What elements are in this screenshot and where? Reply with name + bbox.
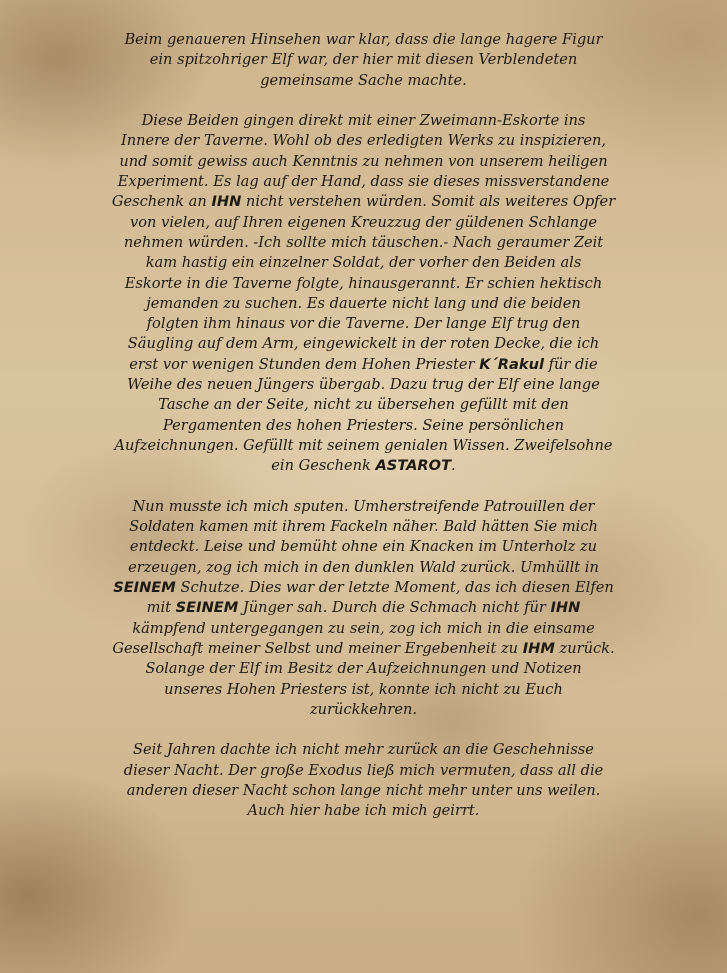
letter-body xyxy=(0,30,727,842)
text-line: Tasche an der Seite, nicht zu übersehen gefüllt mit den xyxy=(158,396,569,414)
text-line: folgten ihm hinaus vor die Taverne. Der lange Elf trug den xyxy=(146,315,581,333)
text-line: Säugling auf dem Arm, eingewickelt in der roten Decke, die ich xyxy=(127,335,600,353)
emphasized-word: K´Rakul xyxy=(479,355,544,373)
text-line: kam hastig ein einzelner Soldat, der vorher den Beiden als xyxy=(145,254,582,272)
text-line: Geschenk an IHN nicht verstehen würden. Somit als weiteres Opfer xyxy=(111,193,616,211)
text-line: Eskorte in die Taverne folgte, hinausgerannt. Er schien hektisch xyxy=(124,274,603,292)
text-line: Gesellschaft meiner Selbst und meiner Ergebenheit zu IHM zurück. xyxy=(112,639,615,657)
text-line: Experiment. Es lag auf der Hand, dass sie dieses missverstandene xyxy=(117,173,610,191)
emphasized-word: IHN xyxy=(211,193,242,211)
paragraph-2 xyxy=(0,111,727,476)
text-line: Soldaten kamen mit ihrem Fackeln näher. Bald hätten Sie mich xyxy=(129,518,598,536)
text-line: SEINEM Schutze. Dies war der letzte Moment, das ich diesen Elfen xyxy=(113,579,614,597)
text-line: Pergamenten des hohen Priesters. Seine persönlichen xyxy=(163,416,564,434)
paragraph-4 xyxy=(0,740,727,821)
text-line: Beim genaueren Hinsehen war klar, dass die lange hagere Figur xyxy=(124,31,603,48)
text-line: unseres Hohen Priesters ist, konnte ich nicht zu Euch xyxy=(164,680,563,698)
text-line: zurückkehren. xyxy=(309,700,417,718)
text-line: erzeugen, zog ich mich in den dunklen Wald zurück. Umhüllt in xyxy=(128,558,599,576)
text-line: erst vor wenigen Stunden dem Hohen Priester K´Rakul für die xyxy=(129,355,598,373)
emphasized-word: ASTAROT xyxy=(375,457,452,475)
text-line: dieser Nacht. Der große Exodus ließ mich vermuten, dass all die xyxy=(123,761,604,779)
text-line: jemanden zu suchen. Es dauerte nicht lang und die beiden xyxy=(146,294,581,312)
text-line: Diese Beiden gingen direkt mit einer Zweimann-Eskorte ins xyxy=(141,112,586,130)
text-line: anderen dieser Nacht schon lange nicht mehr unter uns weilen. xyxy=(126,781,601,799)
text-line: Seit Jahren dachte ich nicht mehr zurück an die Geschehnisse xyxy=(133,741,594,759)
text-line: Aufzeichnungen. Gefüllt mit seinem genialen Wissen. Zweifelsohne xyxy=(114,436,613,454)
text-line: nehmen würden. -Ich sollte mich täuschen.- Nach geraumer Zeit xyxy=(123,233,604,251)
text-line: mit SEINEM Jünger sah. Durch die Schmach nicht für IHN xyxy=(146,599,581,617)
paragraph-3 xyxy=(0,497,727,720)
text-line: Solange der Elf im Besitz der Aufzeichnungen und Notizen xyxy=(145,660,582,678)
text-line: ein spitzohriger Elf war, der hier mit diesen Verblendeten xyxy=(149,51,578,69)
text-line: Weihe des neuen Jüngers übergab. Dazu trug der Elf eine lange xyxy=(127,376,600,394)
emphasized-word: SEINEM xyxy=(175,599,239,617)
emphasized-word: SEINEM xyxy=(113,579,176,597)
text-line: entdeckt. Leise und bemüht ohne ein Knacken im Unterholz zu xyxy=(129,538,598,556)
text-line: ein Geschenk ASTAROT. xyxy=(271,457,456,475)
emphasized-word: IHM xyxy=(522,639,555,657)
paragraph-1 xyxy=(0,30,727,91)
text-line: und somit gewiss auch Kenntnis zu nehmen von unserem heiligen xyxy=(119,152,608,170)
text-line: kämpfend untergegangen zu sein, zog ich mich in die einsame xyxy=(132,619,595,637)
text-line: Auch hier habe ich mich geirrt. xyxy=(247,802,480,820)
emphasized-word: IHN xyxy=(550,599,581,617)
text-line: Innere der Taverne. Wohl ob des erledigten Werks zu inspizieren, xyxy=(120,132,607,150)
text-line: von vielen, auf Ihren eigenen Kreuzzug der güldenen Schlange xyxy=(130,213,597,231)
text-line: Nun musste ich mich sputen. Umherstreifende Patrouillen der xyxy=(132,497,595,515)
text-line: gemeinsame Sache machte. xyxy=(260,71,467,89)
